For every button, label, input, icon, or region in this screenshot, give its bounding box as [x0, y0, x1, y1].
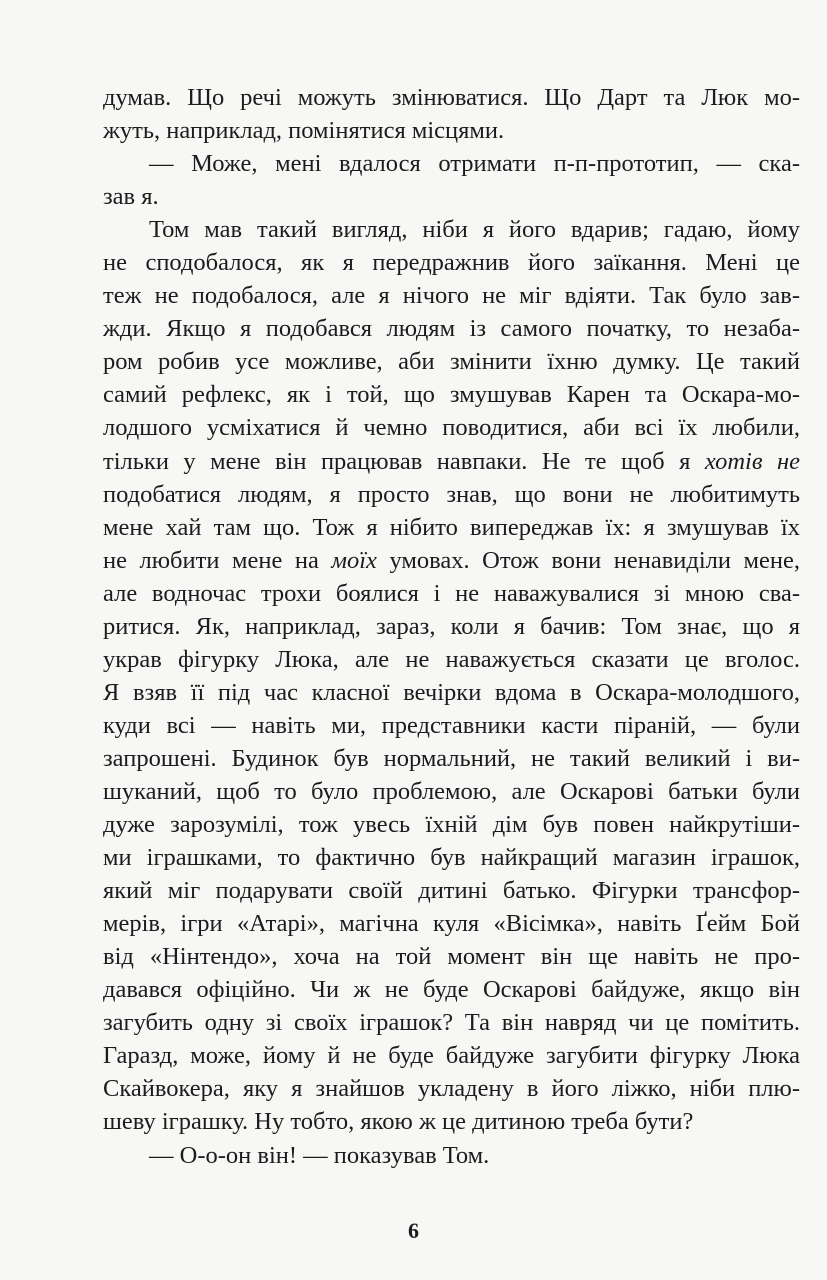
- text-line: [103, 544, 800, 577]
- text-line: [103, 577, 800, 610]
- text-segment: не любити мене на: [103, 546, 332, 574]
- text-line: [103, 213, 800, 246]
- text-segment: Скайвокера, яку я знайшов укладену в його ліжко, ніби плю-: [103, 1075, 800, 1103]
- text-segment: шуканий, щоб то було проблемою, але Оскарові батьки були: [103, 777, 800, 805]
- text-line: [103, 1105, 800, 1138]
- text-line: [103, 1139, 800, 1172]
- text-line: [103, 1072, 800, 1105]
- text-segment: жуть, наприклад, помінятися місцями.: [103, 117, 505, 145]
- text-segment: куди всі — навіть ми, представники касти піраній, — були: [103, 711, 800, 739]
- text-line: [103, 610, 800, 643]
- text-line: [103, 312, 800, 345]
- text-segment: подобатися людям, я просто знав, що вони не любитимуть: [103, 480, 800, 508]
- text-line: [103, 147, 800, 180]
- text-segment: зав я.: [103, 183, 159, 211]
- text-line: [103, 775, 800, 808]
- text-line: [103, 114, 800, 147]
- text-segment: ми іграшками, то фактично був найкращий магазин іграшок,: [103, 844, 800, 872]
- text-segment: але водночас трохи боялися і не наважувалися зі мною сва-: [103, 579, 800, 607]
- text-line: [103, 180, 800, 213]
- text-segment: давався офіційно. Чи ж не буде Оскарові байдуже, якщо він: [103, 976, 800, 1004]
- text-segment: ром робив усе можливе, аби змінити їхню думку. Це такий: [103, 348, 800, 376]
- text-segment: який міг подарувати своїй дитині батько. Фігурки трансфор-: [103, 877, 800, 905]
- text-segment: запрошені. Будинок був нормальний, не такий великий і ви-: [103, 744, 800, 772]
- text-line: [103, 81, 800, 114]
- text-line: [103, 973, 800, 1006]
- text-segment: Я взяв її під час класної вечірки вдома в Оскара-молодшого,: [103, 678, 800, 706]
- text-line: [103, 378, 800, 411]
- italic-text: хотів не: [704, 447, 801, 475]
- text-line: [103, 907, 800, 940]
- text-segment: мерів, ігри «Атарі», магічна куля «Вісімка», навіть Ґейм Бой: [103, 910, 800, 938]
- text-segment: не сподобалося, як я передражнив його заїкання. Мені це: [103, 249, 800, 277]
- text-line: [103, 874, 800, 907]
- text-line: [103, 709, 800, 742]
- text-line: [103, 643, 800, 676]
- italic-text: моїх: [331, 546, 377, 574]
- text-segment: дуже зарозумілі, тож увесь їхній дім був повен найкрутіши-: [103, 811, 800, 839]
- text-segment: Том мав такий вигляд, ніби я його вдарив; гадаю, йому: [149, 216, 800, 244]
- text-segment: мене хай там що. Тож я нібито випереджав їх: я змушував їх: [103, 513, 800, 541]
- text-line: [103, 345, 800, 378]
- text-line: [103, 1039, 800, 1072]
- text-segment: лодшого усміхатися й чемно поводитися, аби всі їх любили,: [103, 414, 800, 442]
- text-segment: украв фігурку Люка, але не наважується сказати це вголос.: [103, 645, 800, 673]
- text-line: [103, 246, 800, 279]
- text-segment: тільки у мене він працював навпаки. Не те щоб я: [103, 447, 705, 475]
- text-line: [103, 940, 800, 973]
- text-segment: шеву іграшку. Ну тобто, якою ж це дитиною треба бути?: [103, 1108, 694, 1136]
- text-line: [103, 742, 800, 775]
- text-segment: — О-о-он він! — показував Том.: [149, 1141, 490, 1169]
- text-segment: загубить одну зі своїх іграшок? Та він навряд чи це помітить.: [103, 1009, 800, 1037]
- text-segment: думав. Що речі можуть змінюватися. Що Дарт та Люк мо-: [103, 84, 800, 111]
- text-segment: умовах. Отож вони ненавиділи мене,: [376, 546, 800, 574]
- text-line: [103, 511, 800, 544]
- text-line: [103, 676, 800, 709]
- text-segment: — Може, мені вдалося отримати п-п-прототип, — ска-: [149, 150, 800, 178]
- text-line: [103, 411, 800, 444]
- text-segment: Гаразд, може, йому й не буде байдуже загубити фігурку Люка: [103, 1042, 800, 1070]
- text-segment: самий рефлекс, як і той, що змушував Карен та Оскара-мо-: [103, 381, 800, 409]
- body-text: [103, 81, 800, 1172]
- text-segment: від «Нінтендо», хоча на той момент він ще навіть не про-: [103, 943, 800, 971]
- text-line: [103, 1006, 800, 1039]
- text-line: [103, 808, 800, 841]
- text-segment: жди. Якщо я подобався людям із самого початку, то незаба-: [103, 315, 800, 343]
- text-line: [103, 841, 800, 874]
- text-segment: теж не подобалося, але я нічого не міг вдіяти. Так було зав-: [103, 282, 800, 310]
- text-line: [103, 478, 800, 511]
- text-line: [103, 445, 800, 478]
- page-number: 6: [408, 1218, 419, 1243]
- text-line: [103, 279, 800, 312]
- text-segment: ритися. Як, наприклад, зараз, коли я бачив: Том знає, що я: [103, 612, 800, 640]
